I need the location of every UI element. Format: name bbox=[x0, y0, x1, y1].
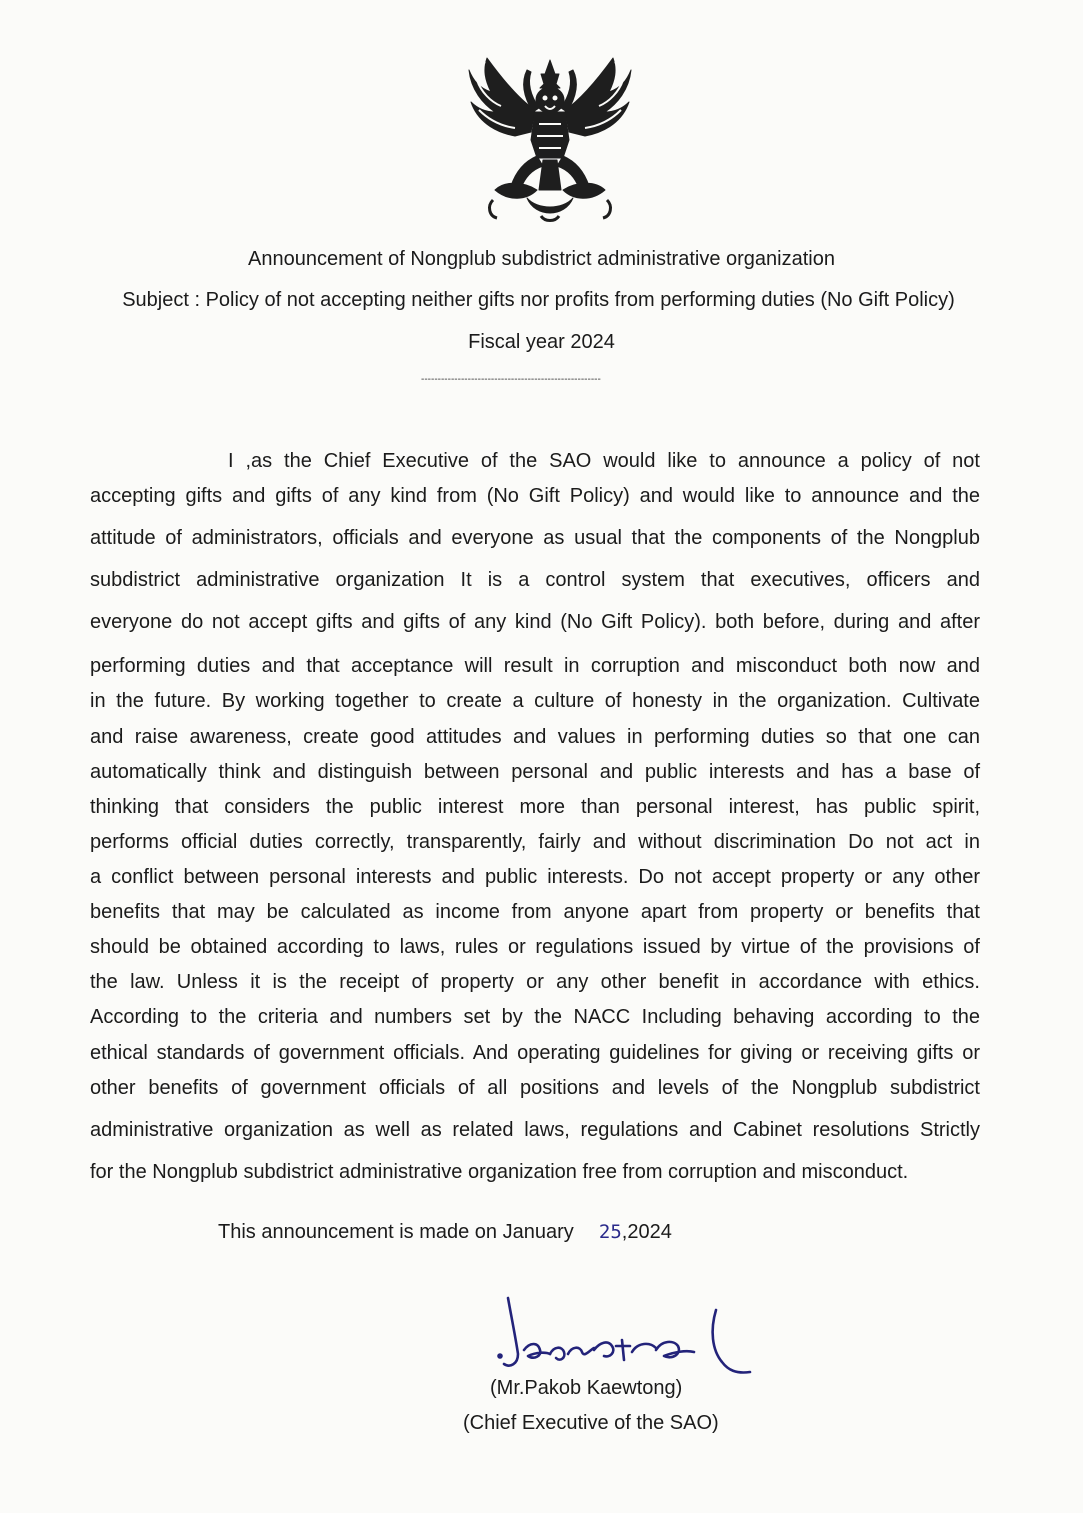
date-year: ,2024 bbox=[621, 1221, 672, 1243]
body-line: the law. Unless it is the receipt of property or any other benefit in accordance with ethics. bbox=[90, 971, 980, 993]
date-day: 25 bbox=[598, 1221, 622, 1243]
body-line: automatically think and distinguish between personal and public interests and has a base of bbox=[90, 761, 980, 783]
body-line: benefits that may be calculated as income from anyone apart from property or benefits that bbox=[90, 901, 980, 923]
body-line: attitude of administrators, officials and everyone as usual that the components of the Nongplub bbox=[90, 527, 980, 549]
garuda-emblem-icon bbox=[465, 40, 635, 225]
body-line: everyone do not accept gifts and gifts of any kind (No Gift Policy). both before, during and after bbox=[90, 611, 980, 633]
signatory-title: (Chief Executive of the SAO) bbox=[463, 1412, 719, 1434]
body-line: a conflict between personal interests and public interests. Do not accept property or any other bbox=[90, 866, 980, 888]
body-line: According to the criteria and numbers set by the NACC Including behaving according to the bbox=[90, 1006, 980, 1028]
signatory-name: (Mr.Pakob Kaewtong) bbox=[490, 1377, 683, 1399]
body-line: administrative organization as well as related laws, regulations and Cabinet resolutions Strictly bbox=[90, 1119, 980, 1141]
fiscal-year: Fiscal year 2024 bbox=[468, 331, 615, 353]
body-line: thinking that considers the public interest more than personal interest, has public spirit, bbox=[90, 796, 980, 818]
body-line: performing duties and that acceptance will result in corruption and misconduct both now and bbox=[90, 655, 980, 677]
body-line: ethical standards of government officials. And operating guidelines for giving or receiving gifts or bbox=[90, 1042, 980, 1064]
body-line: should be obtained according to laws, rules or regulations issued by virtue of the provisions of bbox=[90, 936, 980, 958]
divider: ------------------------------------------------------ bbox=[421, 374, 601, 385]
announcement-subject: Subject : Policy of not accepting neither gifts nor profits from performing duties (No Gift Policy) bbox=[122, 289, 955, 311]
body-line: subdistrict administrative organization It is a control system that executives, officers and bbox=[90, 569, 980, 591]
body-line: for the Nongplub subdistrict administrative organization free from corruption and misconduct. bbox=[90, 1161, 909, 1183]
body-line: and raise awareness, create good attitudes and values in performing duties so that one can bbox=[90, 726, 980, 748]
announcement-title: Announcement of Nongplub subdistrict administrative organization bbox=[247, 248, 835, 270]
date-prefix: This announcement is made on January bbox=[218, 1221, 574, 1243]
handwritten-signature bbox=[490, 1290, 760, 1380]
body-line: other benefits of government officials of all positions and levels of the Nongplub subdistrict bbox=[90, 1077, 980, 1099]
announcement-date bbox=[218, 1221, 672, 1244]
body-line: performs official duties correctly, transparently, fairly and without discrimination Do not act in bbox=[90, 831, 980, 853]
body-line: accepting gifts and gifts of any kind from (No Gift Policy) and would like to announce and the bbox=[90, 485, 980, 507]
body-line: I ,as the Chief Executive of the SAO would like to announce a policy of not bbox=[228, 450, 980, 472]
body-line: in the future. By working together to create a culture of honesty in the organization. Cultivate bbox=[90, 690, 980, 712]
